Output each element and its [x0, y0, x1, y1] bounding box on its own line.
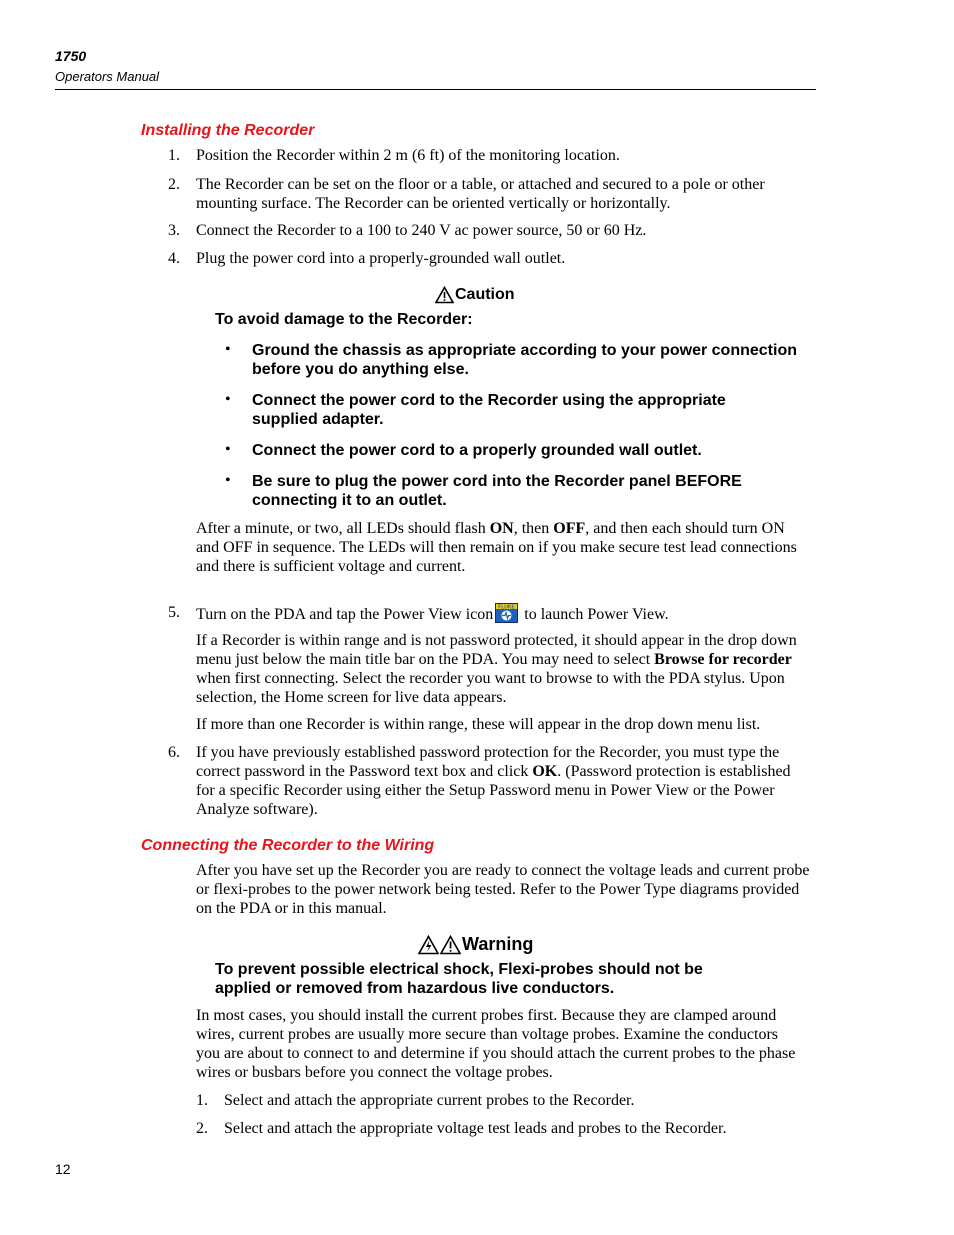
bullet-marker: • [225, 341, 231, 358]
step-text: Select and attach the appropriate voltage test leads and probes to the Recorder. [224, 1120, 727, 1137]
caution-intro: To avoid damage to the Recorder: [215, 311, 473, 328]
caution-bullet: Connect the power cord to the Recorder using the appropriate supplied adapter. [252, 392, 726, 428]
shock-hazard-icon [418, 935, 439, 955]
in-range-paragraph: If a Recorder is within range and is not password protected, it should appear in the drop down menu just below the main title bar on the PDA. You may need to select Browse for recorder when first connecting. Select the recorder you want to browse to with the PDA stylus. Upon selection, the Home screen for live data appears. [196, 632, 797, 706]
caution-bullet: Be sure to plug the power cord into the Recorder panel BEFORE connecting it to an outlet. [252, 473, 742, 509]
bullet-marker: • [225, 441, 231, 458]
step-number: 4. [168, 250, 180, 267]
more-than-one-paragraph: If more than one Recorder is within range, these will appear in the drop down menu list. [196, 716, 761, 733]
step-text: Select and attach the appropriate current probes to the Recorder. [224, 1092, 635, 1109]
step-number: 2. [196, 1120, 208, 1137]
page-number: 12 [55, 1161, 71, 1177]
warning-triangle-icon [440, 935, 461, 955]
bullet-marker: • [225, 391, 231, 408]
warning-title [418, 934, 533, 955]
step-text: Position the Recorder within 2 m (6 ft) of the monitoring location. [196, 147, 620, 164]
warning-triangle-icon [435, 286, 454, 304]
step-number: 6. [168, 744, 180, 761]
caution-title [435, 286, 515, 304]
warning-label: Warning [462, 934, 534, 954]
caution-label: Caution [455, 286, 515, 303]
connecting-intro-paragraph: After you have set up the Recorder you are ready to connect the voltage leads and current probe or flexi-probes to the power network being tested. Refer to the Power Type diagrams provided on the PDA or in this manual. [196, 862, 810, 917]
step-text: Turn on the PDA and tap the Power View icon FLUKE to launch Power View. [196, 604, 669, 623]
caution-bullet: Ground the chassis as appropriate according to your power connection before you do anything else. [252, 342, 797, 378]
header-divider [55, 89, 816, 90]
step-text: Plug the power cord into a properly-grounded wall outlet. [196, 250, 566, 267]
step-text: Connect the Recorder to a 100 to 240 V ac power source, 50 or 60 Hz. [196, 222, 647, 239]
section-heading-installing: Installing the Recorder [141, 122, 315, 139]
step-text: The Recorder can be set on the floor or a table, or attached and secured to a pole or other mounting surface. The Recorder can be oriented vertically or horizontally. [196, 176, 765, 212]
led-sequence-paragraph: After a minute, or two, all LEDs should flash ON, then OFF, and then each should turn ON and OFF in sequence. The LEDs will then remain on if you make secure test lead connections and there is sufficient voltage and current. [196, 520, 797, 575]
step-number: 5. [168, 604, 180, 621]
section-heading-connecting: Connecting the Recorder to the Wiring [141, 837, 435, 854]
header-manual-title: Operators Manual [55, 69, 160, 84]
step-number: 1. [196, 1092, 208, 1109]
step-number: 1. [168, 147, 180, 164]
caution-bullet: Connect the power cord to a properly grounded wall outlet. [252, 442, 702, 459]
power-view-icon-label: FLUKE [498, 604, 516, 611]
header-model: 1750 [55, 48, 87, 64]
warning-text: To prevent possible electrical shock, Flexi-probes should not be applied or removed from hazardous live conductors. [215, 961, 703, 997]
step-number: 2. [168, 176, 180, 193]
bullet-marker: • [225, 472, 231, 489]
step-number: 3. [168, 222, 180, 239]
step-text: If you have previously established password protection for the Recorder, you must type the correct password in the Password text box and click OK. (Password protection is established for a specific Recorder using either the Setup Password menu in Power View or the Power Analyze software). [196, 744, 791, 818]
in-most-cases-paragraph: In most cases, you should install the current probes first. Because they are clamped around wires, current probes are usually more secure than voltage probes. Examine the conductors you are about to connect to and determine if you should attach the current probes to the phase wires or busbars before you connect the voltage probes. [196, 1007, 796, 1081]
power-view-icon [495, 603, 518, 623]
